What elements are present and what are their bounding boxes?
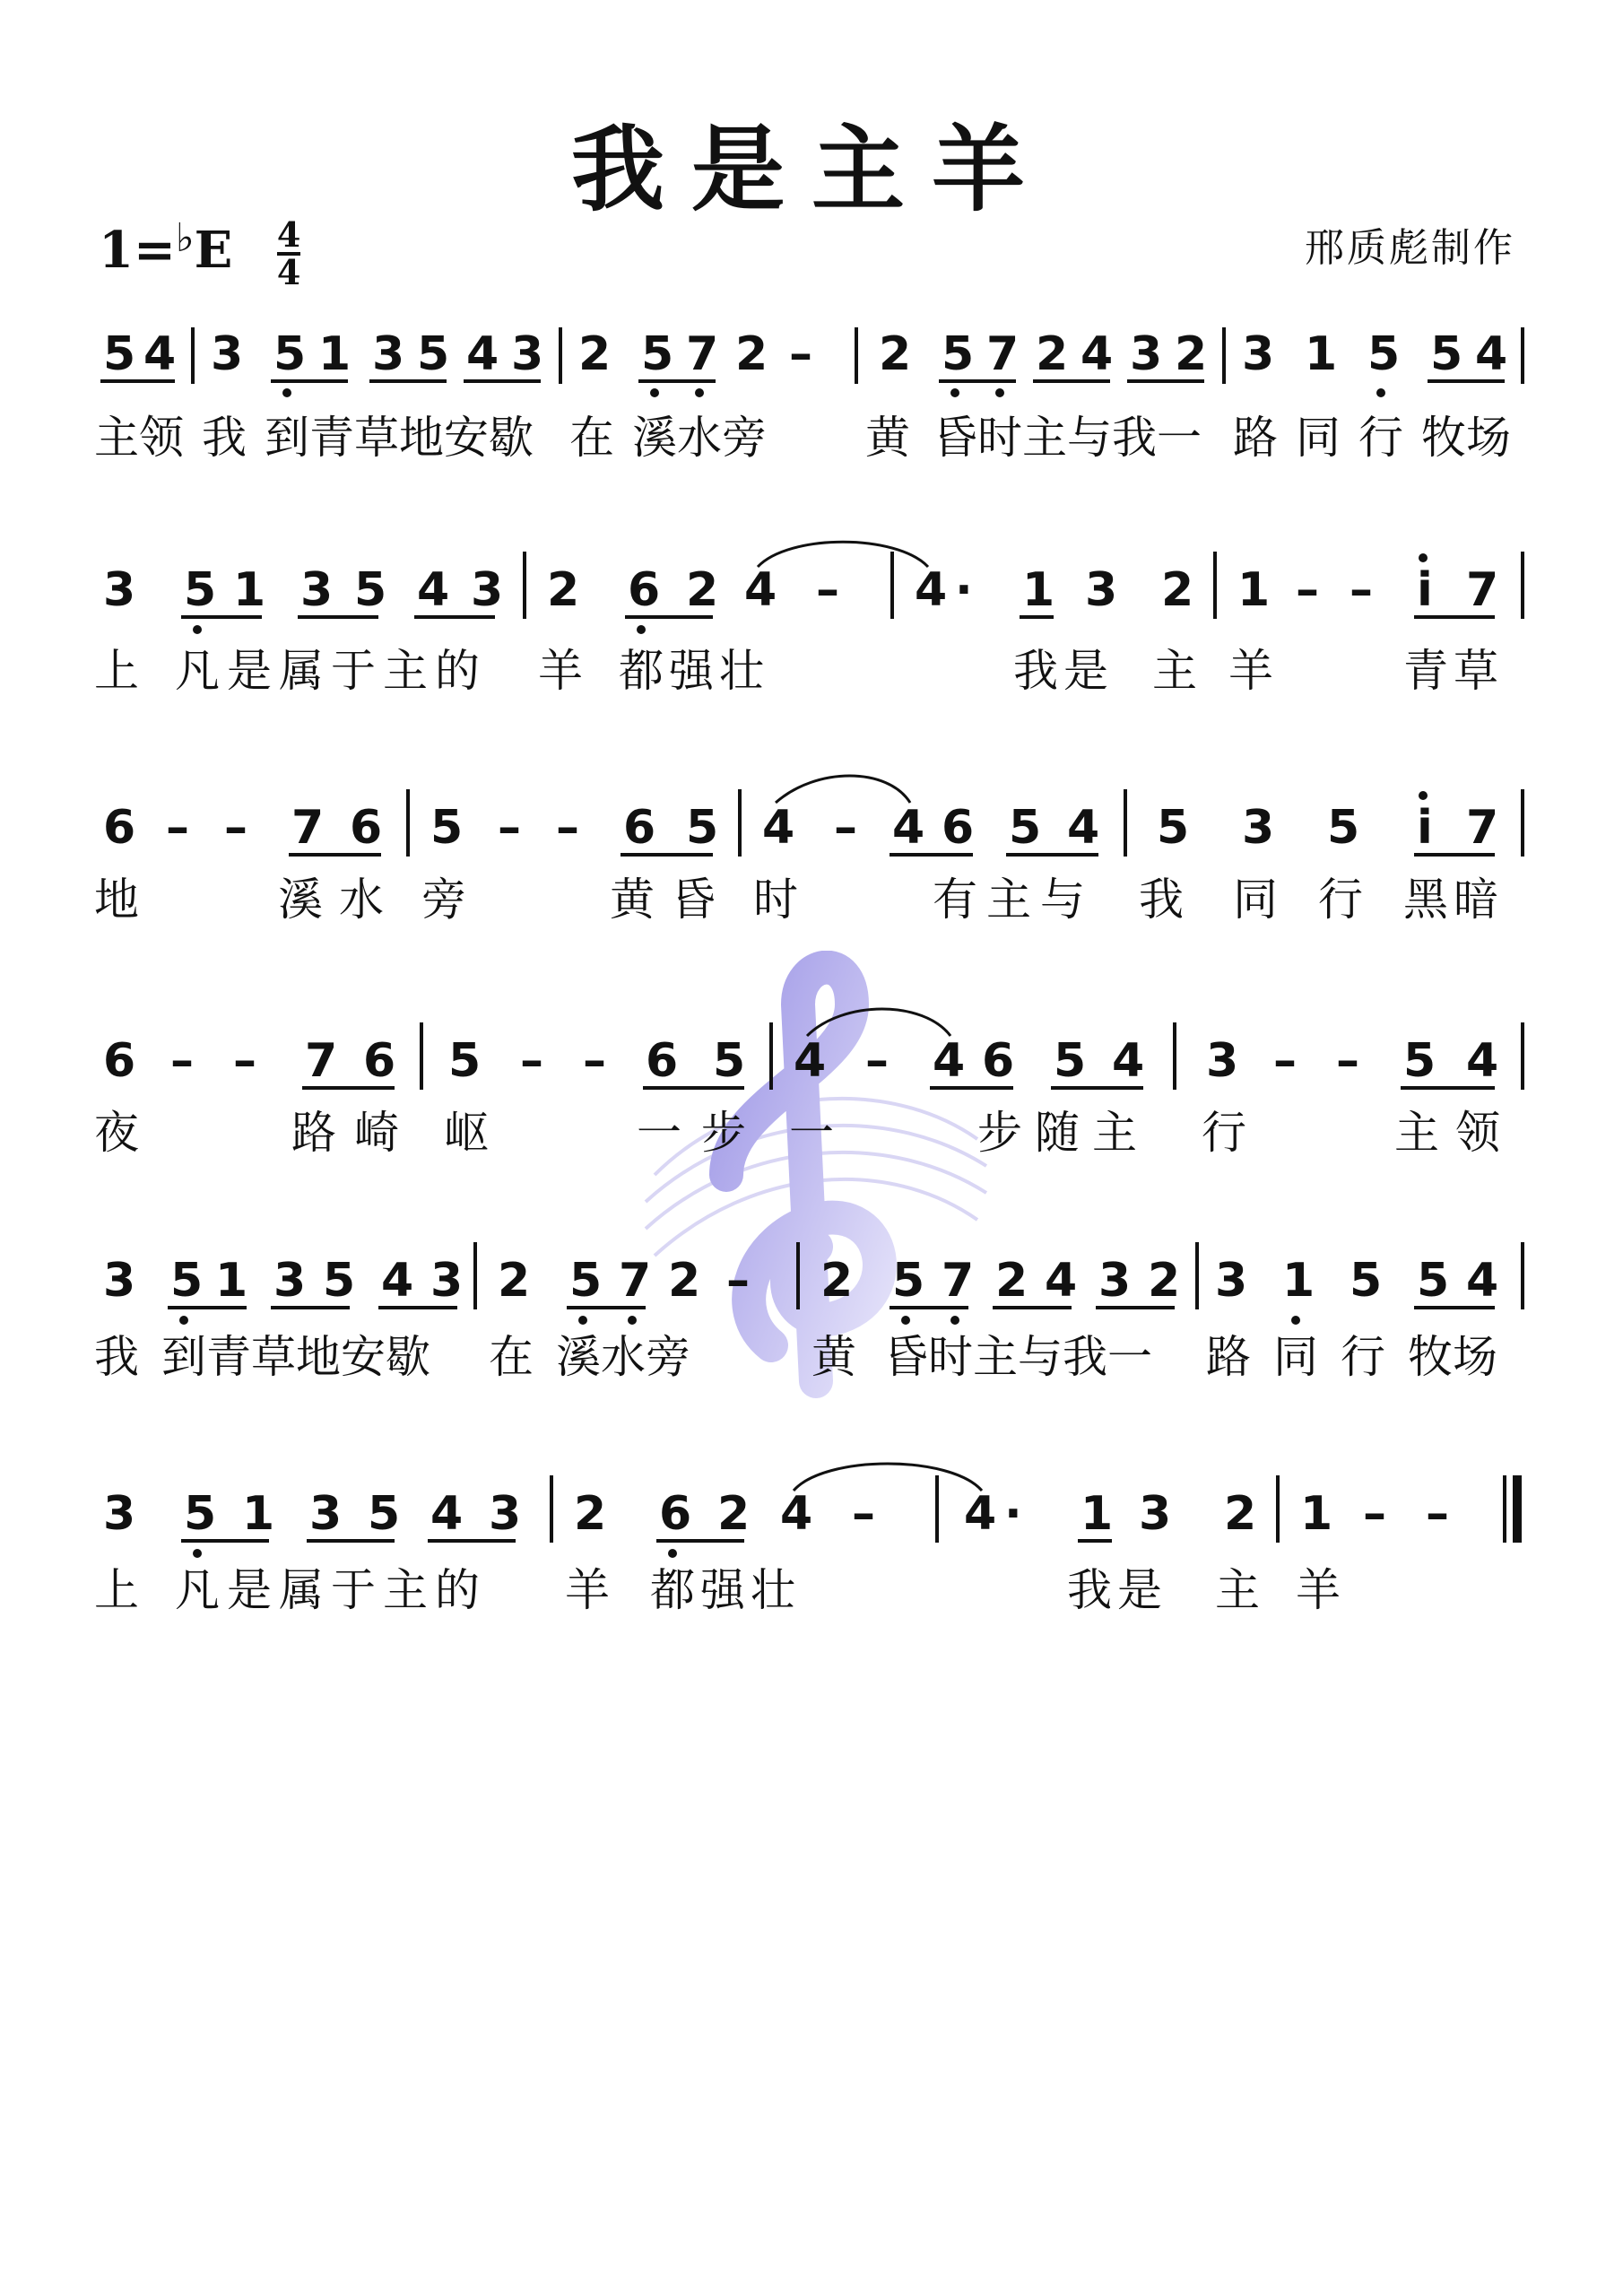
note: 2 bbox=[995, 1254, 1028, 1308]
note: 5 bbox=[417, 327, 450, 381]
note: 6 bbox=[103, 801, 136, 855]
note: – bbox=[166, 801, 189, 855]
lyric: 都强壮 bbox=[619, 645, 769, 697]
lyric: 在 bbox=[489, 1331, 534, 1383]
lyric: 昏时主与我一 bbox=[933, 412, 1202, 464]
note: 5 bbox=[641, 327, 674, 381]
note: – bbox=[865, 1034, 889, 1088]
note: – bbox=[1296, 563, 1319, 617]
notes-row bbox=[103, 1254, 1498, 1308]
lyrics-row bbox=[94, 1331, 1497, 1383]
note: 5 bbox=[368, 1487, 401, 1541]
note: 3 bbox=[103, 1254, 136, 1308]
note: 4 bbox=[430, 1487, 464, 1541]
note: 3 bbox=[1098, 1254, 1132, 1308]
slur bbox=[794, 1464, 982, 1491]
note: 7 bbox=[1466, 801, 1499, 855]
note: 6 bbox=[646, 1034, 679, 1088]
note: i bbox=[1417, 563, 1433, 617]
note: 1 bbox=[233, 563, 266, 617]
note: – bbox=[1336, 1034, 1359, 1088]
key-prefix: 1= bbox=[99, 221, 176, 280]
lyric: 青草 bbox=[1403, 645, 1504, 697]
lyric: 昏时主与我一 bbox=[883, 1331, 1152, 1383]
lyric: 黄昏 bbox=[610, 874, 732, 926]
lyric: 行 bbox=[1318, 874, 1363, 926]
note: 7 bbox=[305, 1034, 338, 1088]
note: 4 bbox=[466, 327, 499, 381]
note: 5 bbox=[170, 1254, 204, 1308]
system-4 bbox=[94, 1009, 1523, 1159]
notes-row bbox=[103, 1487, 1449, 1541]
note: 5 bbox=[1054, 1034, 1087, 1088]
note: 5 bbox=[430, 801, 464, 855]
note: – bbox=[816, 563, 839, 617]
dots bbox=[282, 388, 1385, 397]
note: 5 bbox=[1157, 801, 1190, 855]
note: 5 bbox=[1417, 1254, 1450, 1308]
note: 6 bbox=[350, 801, 383, 855]
lyric: 溪水旁 bbox=[556, 1331, 690, 1383]
lyrics-row bbox=[94, 1107, 1516, 1159]
lyric: 黑暗 bbox=[1403, 874, 1504, 926]
note: 4 bbox=[964, 1487, 997, 1541]
lyric: 到青草地安歇 bbox=[265, 412, 534, 464]
lyric: 我 bbox=[94, 1331, 139, 1383]
note: – bbox=[1273, 1034, 1297, 1088]
lyric: 行 bbox=[1202, 1107, 1246, 1159]
lyric: 时 bbox=[753, 874, 798, 926]
note: 3 bbox=[103, 563, 136, 617]
note: 3 bbox=[1206, 1034, 1239, 1088]
note: 1 bbox=[1282, 1254, 1315, 1308]
note: – bbox=[852, 1487, 875, 1541]
lyric: 同 bbox=[1296, 412, 1341, 464]
lyric: 凡是属于主的 bbox=[175, 1564, 487, 1616]
note: – bbox=[556, 801, 579, 855]
note: 4 bbox=[1067, 801, 1100, 855]
note: 7 bbox=[986, 327, 1020, 381]
note: 4 bbox=[762, 801, 795, 855]
note: 4 bbox=[915, 563, 948, 617]
lyric: 路崎 bbox=[291, 1107, 417, 1159]
note: – bbox=[1363, 1487, 1386, 1541]
note: 2 bbox=[1161, 563, 1194, 617]
notes-row bbox=[103, 1034, 1498, 1088]
note: – bbox=[170, 1034, 194, 1088]
note: 5 bbox=[354, 563, 387, 617]
system-1 bbox=[94, 327, 1523, 464]
note: 1 bbox=[1081, 1487, 1114, 1541]
note: 5 bbox=[1367, 327, 1401, 381]
note: 4 bbox=[794, 1034, 827, 1088]
lyric: 一 bbox=[789, 1107, 834, 1159]
lyric: 牧场 bbox=[1408, 1331, 1497, 1383]
lyric: 地 bbox=[94, 874, 139, 926]
note: 5 bbox=[184, 1487, 217, 1541]
note: 2 bbox=[686, 563, 719, 617]
lyric: 在 bbox=[569, 412, 614, 464]
note: · bbox=[1004, 1487, 1022, 1541]
lyric: 羊 bbox=[1228, 645, 1273, 697]
note: 4 bbox=[933, 1034, 966, 1088]
note: 1 bbox=[242, 1487, 275, 1541]
note: 1 bbox=[215, 1254, 248, 1308]
lyrics-row bbox=[94, 874, 1504, 926]
note: – bbox=[520, 1034, 543, 1088]
lyric: 路 bbox=[1206, 1331, 1251, 1383]
note: i bbox=[1417, 801, 1433, 855]
note: 3 bbox=[103, 1487, 136, 1541]
lyric: 羊 bbox=[538, 645, 583, 697]
lyric: 步随主 bbox=[977, 1107, 1150, 1159]
note: 4 bbox=[1112, 1034, 1145, 1088]
note: 3 bbox=[1139, 1487, 1172, 1541]
note: 3 bbox=[300, 563, 334, 617]
lyrics-row bbox=[94, 645, 1504, 697]
note: 3 bbox=[1215, 1254, 1248, 1308]
lyric: 黄 bbox=[812, 1331, 856, 1383]
note: 3 bbox=[1085, 563, 1118, 617]
note: 5 bbox=[103, 327, 136, 381]
note: 3 bbox=[489, 1487, 522, 1541]
note: 2 bbox=[574, 1487, 607, 1541]
note: 5 bbox=[184, 563, 217, 617]
note: – bbox=[583, 1034, 606, 1088]
note: 2 bbox=[547, 563, 580, 617]
lyric: 有主与 bbox=[933, 874, 1094, 926]
lyric: 同 bbox=[1273, 1331, 1318, 1383]
lyric: 夜 bbox=[94, 1107, 139, 1159]
note: 2 bbox=[578, 327, 612, 381]
lyric: 主领 bbox=[1394, 1107, 1516, 1159]
lyric: 主领 bbox=[94, 412, 184, 464]
meter-bottom: 4 bbox=[276, 252, 301, 293]
note: 4 bbox=[381, 1254, 414, 1308]
note: 4 bbox=[744, 563, 777, 617]
slur bbox=[807, 1009, 950, 1036]
note: 3 bbox=[430, 1254, 464, 1308]
note: 7 bbox=[686, 327, 719, 381]
note: 6 bbox=[363, 1034, 396, 1088]
note: 2 bbox=[498, 1254, 531, 1308]
note: 3 bbox=[273, 1254, 307, 1308]
note: 4 bbox=[1475, 327, 1508, 381]
lyric: 我是 bbox=[1067, 1564, 1167, 1616]
note: 5 bbox=[1430, 327, 1463, 381]
note: 3 bbox=[309, 1487, 343, 1541]
meter-top: 4 bbox=[276, 214, 301, 256]
note: 5 bbox=[1009, 801, 1042, 855]
note: 7 bbox=[291, 801, 325, 855]
lyric: 行 bbox=[1341, 1331, 1385, 1383]
lyric: 凡是属于主的 bbox=[175, 645, 487, 697]
note: 2 bbox=[1148, 1254, 1181, 1308]
lyric: 上 bbox=[94, 645, 139, 697]
note: 3 bbox=[1242, 801, 1275, 855]
note: 5 bbox=[323, 1254, 356, 1308]
note: 2 bbox=[1224, 1487, 1257, 1541]
lyric: 羊 bbox=[1296, 1564, 1341, 1616]
note: · bbox=[955, 563, 973, 617]
lyric: 一步 bbox=[637, 1107, 766, 1159]
note: 4 bbox=[1466, 1034, 1499, 1088]
song-title: 我是主羊 bbox=[570, 114, 1052, 224]
notes-row bbox=[103, 327, 1507, 381]
note: – bbox=[1426, 1487, 1449, 1541]
system-3 bbox=[94, 776, 1523, 926]
slur bbox=[758, 542, 928, 567]
note: 3 bbox=[1242, 327, 1275, 381]
note: 7 bbox=[619, 1254, 652, 1308]
lyric: 黄 bbox=[865, 412, 910, 464]
note: 4 bbox=[892, 801, 925, 855]
note: 1 bbox=[1237, 563, 1271, 617]
note: 3 bbox=[471, 563, 504, 617]
lyric: 我 bbox=[202, 412, 247, 464]
note: 6 bbox=[659, 1487, 692, 1541]
notes-row bbox=[103, 801, 1498, 855]
note: – bbox=[726, 1254, 750, 1308]
note: 6 bbox=[982, 1034, 1015, 1088]
arranger-credit: 邢质彪制作 bbox=[1305, 225, 1515, 271]
note: 2 bbox=[1036, 327, 1069, 381]
note: 1 bbox=[1305, 327, 1338, 381]
note: 7 bbox=[1466, 563, 1499, 617]
dots bbox=[1419, 791, 1428, 800]
note: 5 bbox=[1403, 1034, 1436, 1088]
note: 4 bbox=[780, 1487, 813, 1541]
dots bbox=[193, 1549, 677, 1558]
note: 7 bbox=[942, 1254, 975, 1308]
lyric: 都强壮 bbox=[650, 1564, 801, 1616]
key-tonic: E bbox=[194, 221, 233, 280]
note: – bbox=[498, 801, 521, 855]
lyric: 牧场 bbox=[1421, 412, 1511, 464]
note: 4 bbox=[1045, 1254, 1078, 1308]
system-6 bbox=[94, 1464, 1517, 1616]
lyric: 溪水 bbox=[278, 874, 400, 926]
note: 4 bbox=[1081, 327, 1114, 381]
note: 6 bbox=[628, 563, 661, 617]
note: – bbox=[789, 327, 812, 381]
note: 4 bbox=[143, 327, 177, 381]
dots bbox=[179, 1316, 1300, 1325]
note: 5 bbox=[686, 801, 719, 855]
note: 1 bbox=[1300, 1487, 1333, 1541]
note: 6 bbox=[103, 1034, 136, 1088]
note: 3 bbox=[1130, 327, 1163, 381]
note: 4 bbox=[1466, 1254, 1499, 1308]
lyric: 羊 bbox=[565, 1564, 610, 1616]
note: 2 bbox=[735, 327, 768, 381]
note: – bbox=[834, 801, 857, 855]
note: 4 bbox=[417, 563, 450, 617]
note: – bbox=[233, 1034, 256, 1088]
note: 5 bbox=[448, 1034, 482, 1088]
lyric: 岖 bbox=[444, 1107, 489, 1159]
lyrics-row bbox=[94, 412, 1511, 464]
note: 2 bbox=[820, 1254, 854, 1308]
note: 2 bbox=[1175, 327, 1208, 381]
lyric: 旁 bbox=[421, 874, 466, 926]
lyric: 到青草地安歇 bbox=[161, 1331, 430, 1383]
note: 5 bbox=[942, 327, 975, 381]
lyric: 路 bbox=[1233, 412, 1278, 464]
system-5 bbox=[94, 1242, 1523, 1383]
lyric: 我 bbox=[1139, 874, 1184, 926]
lyric: 溪水旁 bbox=[632, 412, 767, 464]
note: 5 bbox=[273, 327, 307, 381]
note: 5 bbox=[1327, 801, 1360, 855]
note: 1 bbox=[1022, 563, 1055, 617]
note: 3 bbox=[511, 327, 544, 381]
note: 3 bbox=[211, 327, 244, 381]
note: 5 bbox=[892, 1254, 925, 1308]
lyrics-row bbox=[94, 1564, 1341, 1616]
system-2 bbox=[94, 542, 1523, 697]
lyric: 上 bbox=[94, 1564, 139, 1616]
note: 1 bbox=[318, 327, 352, 381]
lyric: 主 bbox=[1152, 645, 1197, 697]
lyric: 同 bbox=[1233, 874, 1278, 926]
note: – bbox=[224, 801, 247, 855]
final-barline bbox=[1505, 1475, 1517, 1543]
lyric: 主 bbox=[1215, 1564, 1260, 1616]
flat-symbol: ♭ bbox=[175, 215, 195, 261]
note: 6 bbox=[623, 801, 656, 855]
note: 5 bbox=[1350, 1254, 1383, 1308]
note: 2 bbox=[879, 327, 912, 381]
notes-row bbox=[103, 563, 1498, 617]
note: 5 bbox=[713, 1034, 746, 1088]
note: 6 bbox=[942, 801, 975, 855]
lyric: 行 bbox=[1358, 412, 1403, 464]
lyric: 我是 bbox=[1013, 645, 1114, 697]
note: 5 bbox=[569, 1254, 603, 1308]
slur bbox=[776, 776, 910, 803]
note: 3 bbox=[372, 327, 405, 381]
note: 2 bbox=[717, 1487, 751, 1541]
note: – bbox=[1350, 563, 1373, 617]
note: 2 bbox=[668, 1254, 701, 1308]
